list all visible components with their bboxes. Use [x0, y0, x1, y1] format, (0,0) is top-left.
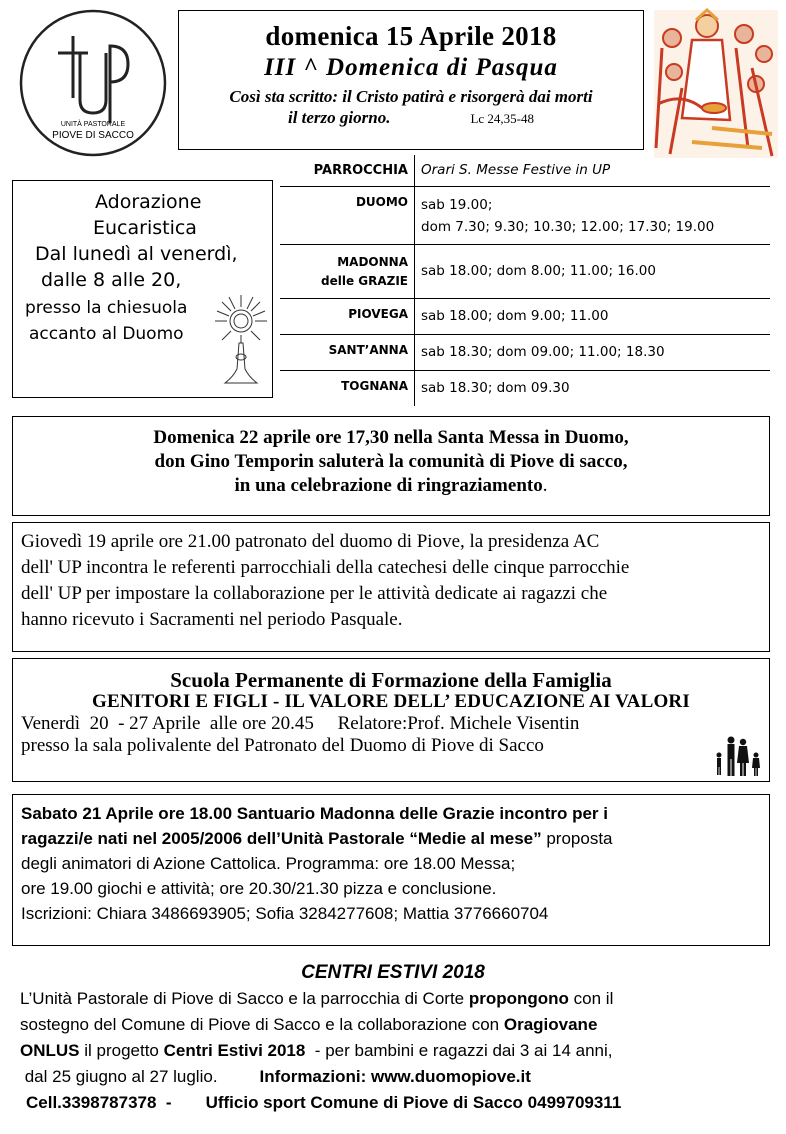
parish-name: MADONNA — [337, 254, 408, 269]
mass-times-table — [280, 155, 770, 406]
logo-line2: PIOVE DI SACCO — [52, 130, 134, 141]
summer-office: Ufficio sport Comune di Piove di Sacco 0499709311 — [205, 1093, 622, 1112]
mass-times: sab 18.30; dom 09.30 — [421, 380, 570, 397]
summer-line1a: L’Unità Pastorale di Piove di Sacco e la parrocchia di Corte — [20, 989, 469, 1008]
logo-letters: UP — [92, 28, 94, 29]
mass-times: sab 19.00; — [421, 196, 493, 213]
verse-reference: Lc 24,35-48 — [470, 111, 535, 126]
summer-phone: Cell.3398787378 - — [26, 1093, 172, 1112]
adoration-line2: Eucaristica — [93, 217, 197, 239]
summer-line4a: dal 25 giugno al 27 luglio. — [20, 1067, 218, 1086]
parish-name-2: delle GRAZIE — [320, 273, 408, 288]
summer-camps-section — [0, 960, 786, 1116]
table-row — [280, 298, 770, 334]
school-title: Scuola Permanente di Formazione della Famiglia — [170, 668, 612, 692]
monstrance-icon — [213, 291, 269, 391]
thursday-line4: hanno ricevuto i Sacramenti nel periodo Pasquale. — [21, 609, 403, 630]
school-line2: presso la sala polivalente del Patronato del Duomo di Piove di Sacco — [21, 735, 544, 756]
saturday-line5: Iscrizioni: Chiara 3486693905; Sofia 3284277608; Mattia 3776660704 — [21, 904, 549, 923]
header-verse — [179, 86, 643, 129]
family-icon — [713, 735, 763, 777]
saturday-line3: degli animatori di Azione Cattolica. Programma: ore 18.00 Messa; — [21, 854, 516, 873]
adoration-line1: Adorazione — [95, 191, 202, 213]
summer-line3b: il progetto — [79, 1041, 164, 1060]
school-subtitle: GENITORI E FIGLI - IL VALORE DELL’ EDUCAZIONE AI VALORI — [92, 691, 690, 712]
jesus-disciples-illustration — [652, 8, 780, 160]
summer-line3c: Centri Estivi 2018 — [163, 1041, 306, 1060]
family-school-box — [12, 658, 770, 782]
summer-line3a: ONLUS — [20, 1041, 80, 1060]
school-line1: Venerdì 20 - 27 Aprile alle ore 20.45 Relatore:Prof. Michele Visentin — [21, 713, 580, 734]
verse-line2: il terzo giorno. — [287, 108, 391, 127]
logo-line1: UNITÀ PASTORALE — [60, 121, 126, 128]
table-header-row — [280, 155, 770, 186]
summer-line1b: propongono — [468, 989, 569, 1008]
saturday-event-box — [12, 794, 770, 946]
saturday-line4: ore 19.00 giochi e attività; ore 20.30/21.30 pizza e conclusione. — [21, 879, 497, 898]
table-row — [280, 370, 770, 406]
parish-name: TOGNANA — [341, 378, 408, 393]
table-row — [280, 334, 770, 370]
saturday-line1: Sabato 21 Aprile ore 18.00 Santuario Madonna delle Grazie incontro per i — [21, 804, 608, 823]
thursday-meeting-box — [12, 522, 770, 652]
parish-name: DUOMO — [355, 194, 408, 209]
summer-line3d: - per bambini e ragazzi dai 3 ai 14 anni, — [305, 1041, 613, 1060]
mass-times: dom 7.30; 9.30; 10.30; 12.00; 17.30; 19.00 — [421, 218, 715, 235]
saturday-line2: proposta — [541, 829, 613, 848]
header-parish: PARROCCHIA — [280, 155, 415, 186]
summer-line2a: sostegno del Comune di Piove di Sacco e la collaborazione con — [20, 1015, 504, 1034]
adoration-line6: accanto al Duomo — [29, 324, 184, 344]
summer-line2b: Oragiovane — [503, 1015, 598, 1034]
thursday-line3: dell' UP per impostare la collaborazione per le attività dedicate ai ragazzi che — [21, 583, 608, 604]
parish-name: SANT’ANNA — [328, 342, 408, 357]
table-row — [280, 186, 770, 244]
thursday-line1: Giovedì 19 aprile ore 21.00 patronato del duomo di Piove, la presidenza AC — [21, 531, 600, 552]
verse-line1: Così sta scritto: il Cristo patirà e risorgerà dai morti — [229, 87, 593, 106]
mass-times: sab 18.30; dom 09.00; 11.00; 18.30 — [421, 344, 665, 360]
mass-times: sab 18.00; dom 9.00; 11.00 — [421, 308, 609, 324]
announce-line3-end: . — [542, 475, 548, 496]
up-logo — [18, 8, 168, 158]
header-date: domenica 15 Aprile 2018 — [265, 21, 557, 51]
header-box — [178, 10, 644, 150]
summer-title: CENTRI ESTIVI 2018 — [301, 962, 485, 983]
announce-line2: don Gino Temporin saluterà la comunità di Piove di sacco, — [154, 451, 628, 472]
parish-name: PIOVEGA — [348, 306, 408, 321]
saturday-line2-bold: ragazzi/e nati nel 2005/2006 dell’Unità Pastorale “Medie al mese” — [21, 829, 542, 848]
adoration-line5: presso la chiesuola — [25, 298, 188, 318]
header-sunday: III ^ Domenica di Pasqua — [264, 54, 558, 81]
thursday-line2: dell' UP incontra le referenti parrocchiali della catechesi delle cinque parrocchie — [21, 557, 630, 578]
table-row — [280, 244, 770, 298]
announce-line3: in una celebrazione di ringraziamento — [234, 475, 543, 496]
summer-info: Informazioni: www.duomopiove.it — [259, 1067, 531, 1086]
adoration-box — [12, 180, 273, 398]
adoration-line3: Dal lunedì al venerdì, — [35, 243, 238, 265]
announce-line1: Domenica 22 aprile ore 17,30 nella Santa Messa in Duomo, — [153, 427, 629, 448]
summer-line1c: con il — [568, 989, 614, 1008]
header-times: Orari S. Messe Festive in UP — [415, 155, 771, 186]
announcement-box — [12, 416, 770, 516]
mass-times: sab 18.00; dom 8.00; 11.00; 16.00 — [421, 263, 656, 279]
adoration-line4: dalle 8 alle 20, — [41, 269, 182, 291]
